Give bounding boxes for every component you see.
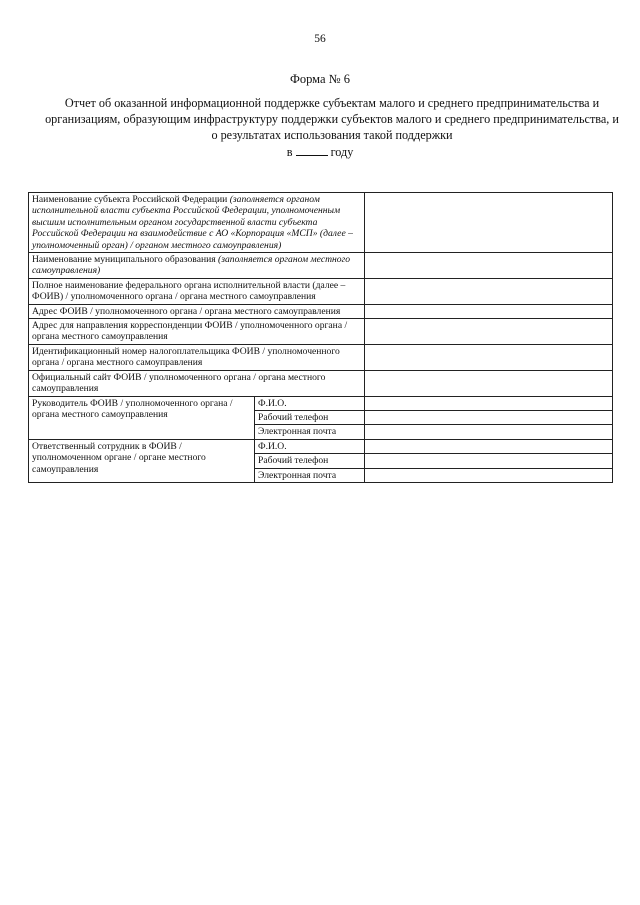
- table-row: [29, 278, 613, 304]
- page-number: 56: [314, 33, 326, 45]
- row-value-cell: [365, 304, 613, 318]
- year-prefix: в: [286, 145, 293, 159]
- field-value-cell: [365, 410, 613, 424]
- report-year-line: [0, 145, 640, 160]
- row-label: Наименование муниципального образования (заполняется органом местного самоуправления): [29, 253, 365, 279]
- row-value-cell: [365, 344, 613, 370]
- group-label-head: Руководитель ФОИВ / уполномоченного органа / органа местного самоуправления: [29, 396, 255, 439]
- row-value-cell: [365, 370, 613, 396]
- row-label: Официальный сайт ФОИВ / уполномоченного органа / органа местного самоуправления: [29, 370, 365, 396]
- table-row: [29, 304, 613, 318]
- row-note: (заполняется органом местного самоуправления): [32, 254, 351, 277]
- row-value-cell: [365, 278, 613, 304]
- table-row: [29, 370, 613, 396]
- table-row: [29, 253, 613, 279]
- field-value-cell: [365, 396, 613, 410]
- field-value-cell: [365, 454, 613, 468]
- field-value-cell: [365, 425, 613, 439]
- report-title: Отчет об оказанной информационной поддержке субъектам малого и среднего предпринимательства и организациям, образующим инфраструктуру поддержки субъектов малого и среднего предпринимательства, и о результатах использования такой поддержки: [45, 96, 619, 142]
- row-value-cell: [365, 193, 613, 253]
- year-blank: [296, 145, 328, 156]
- field-label: Электронная почта: [255, 425, 365, 439]
- row-value-cell: [365, 319, 613, 345]
- row-label: Полное наименование федерального органа исполнительной власти (далее – ФОИВ) / уполномоченного органа / органа местного самоуправления: [29, 278, 365, 304]
- field-value-cell: [365, 439, 613, 453]
- table-row: [29, 193, 613, 253]
- row-label: Адрес для направления корреспонденции ФОИВ / уполномоченного органа / органа местного самоуправления: [29, 319, 365, 345]
- table-row: [29, 396, 613, 410]
- table-row: [29, 439, 613, 453]
- row-label: Наименование субъекта Российской Федерации (заполняется органом исполнительной власти субъекта Российской Федерации, уполномоченным высшим исполнительным органом государственной власти субъекта Российской Федерации на взаимодействие с АО «Корпорация «МСП» (далее – уполномоченный орган) / органом местного самоуправления): [29, 193, 365, 253]
- row-note: (заполняется органом исполнительной власти субъекта Российской Федерации, уполномоченным высшим исполнительным органом государственной власти субъекта Российской Федерации на взаимодействие с АО «Корпорация «МСП» (далее – уполномоченный орган) / органом местного самоуправления): [32, 194, 353, 251]
- row-label: Идентификационный номер налогоплательщика ФОИВ / уполномоченного органа / органа местного самоуправления: [29, 344, 365, 370]
- field-label: Электронная почта: [255, 468, 365, 482]
- row-value-cell: [365, 253, 613, 279]
- form-table: [28, 192, 613, 483]
- group-label-staff: Ответственный сотрудник в ФОИВ / уполномоченном органе / органе местного самоуправления: [29, 439, 255, 482]
- row-label: Адрес ФОИВ / уполномоченного органа / органа местного самоуправления: [29, 304, 365, 318]
- table-row: [29, 319, 613, 345]
- field-label: Ф.И.О.: [255, 396, 365, 410]
- field-label: Рабочий телефон: [255, 410, 365, 424]
- field-label: Рабочий телефон: [255, 454, 365, 468]
- form-title: Форма № 6: [290, 72, 350, 86]
- field-value-cell: [365, 468, 613, 482]
- table-row: [29, 344, 613, 370]
- field-label: Ф.И.О.: [255, 439, 365, 453]
- year-suffix: году: [330, 145, 354, 159]
